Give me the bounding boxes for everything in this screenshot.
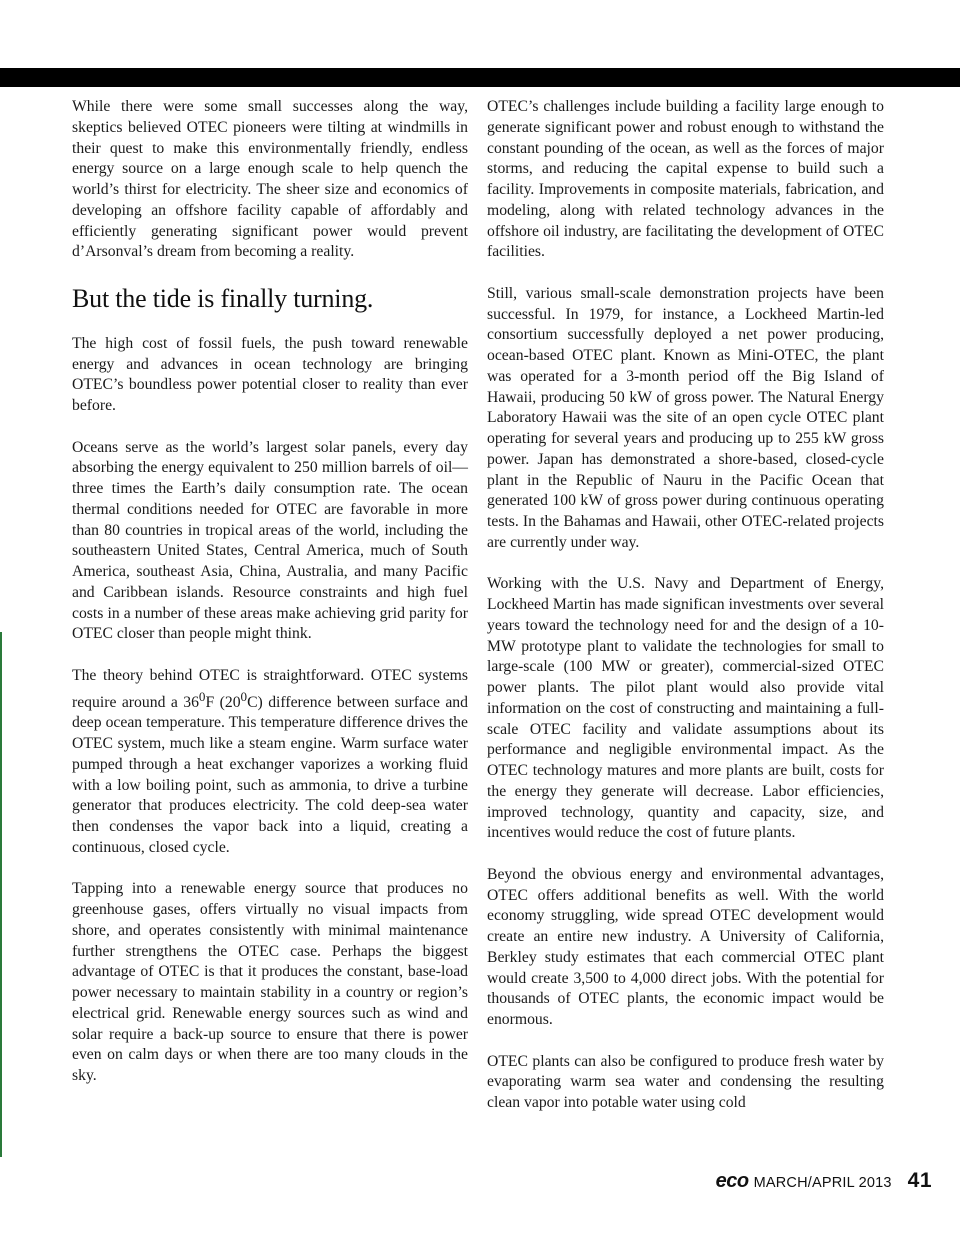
page-footer xyxy=(716,1169,932,1193)
paragraph: Beyond the obvious energy and environmental advantages, OTEC offers additional benefits as well. With the world economy struggling, wide spread OTEC development would create an entire new industry. A University of California, Berkley study estimates that each commercial OTEC plant would create 3,500 to 4,000 direct jobs. With the potential for thousands of OTEC plants, the economic impact would be enormous. xyxy=(487,865,884,1028)
text-run: F (20 xyxy=(205,693,241,711)
text-run: The theory behind OTEC is straightforward. OTEC systems require around a 36 xyxy=(72,666,468,711)
paragraph: Still, various small-scale demonstration projects have been successful. In 1979, for instance, a Lockheed Martin-led consortium successfully deployed a net power producing, ocean-based OTEC plant. Known as Mini-OTEC, the plant was operated for a 3-month period off the Big Island of Hawaii, producing 50 kW of gross power. The Natural Energy Laboratory Hawaii was the site of an open cycle OTEC plant operating for several years and producing up to 255 kW gross power. Japan has demonstrated a shore-based, closed-cycle plant in the Republic of Nauru in the Pacific Ocean that generated 100 kW of gross power during continuous operating tests. In the Bahamas and Hawaii, other OTEC-related projects are currently under way. xyxy=(487,284,884,551)
paragraph: While there were some small successes along the way, skeptics believed OTEC pioneers were tilting at windmills in their quest to make this environmentally friendly, endless energy source on a large enough scale to help quench the world’s thirst for electricity. The sheer size and economics of developing an offshore facility capable of affordably and efficiently generating significant power would prevent d’Arsonval’s dream from becoming a reality. xyxy=(72,98,468,261)
paragraph xyxy=(72,666,468,859)
degree-mark: 0 xyxy=(240,688,248,704)
margin-rule xyxy=(0,632,2,1157)
paragraph: OTEC’s challenges include building a facility large enough to generate significant power and robust enough to withstand the constant pounding of the ocean, as well as the forces of major storms, and reducing the capital expense to build such a facility. Improvements in composite materials, fabrication, and modeling, along with related technology advances in the offshore oil industry, are facilitating the development of OTEC facilities. xyxy=(487,98,884,261)
paragraph: The high cost of fossil fuels, the push toward renewable energy and advances in ocean technology are bringing OTEC’s boundless power potential closer to reality than ever before. xyxy=(72,334,468,414)
header-bar xyxy=(0,68,960,87)
paragraph: Working with the U.S. Navy and Department of Energy, Lockheed Martin has made significan investments over several years toward the technology need for and the design of a 10-MW prototype plant to validate the technologies for small to large-scale (100 MW or greater), commercial-sized OTEC power plants. The pilot plant would also provide vital information on the cost of constructing and maintaining a full-scale OTEC facility and validate assumptions about its performance and negligible environmental impact. As the OTEC technology matures and more plants are built, costs for the energy they generate will decrease. Labor efficiencies, improved technology, quantity and capacity, size, and incentives would reduce the cost of future plants. xyxy=(487,575,884,842)
paragraph: Oceans serve as the world’s largest solar panels, every day absorbing the energy equivalent to 250 million barrels of oil—three times the Earth’s daily consumption rate. The ocean thermal conditions needed for OTEC are favorable in more than 80 countries in tropical areas of the world, including the southeastern United States, Central America, much of South America, southeast Asia, China, Australia, and many Pacific and Caribbean islands. Resource constraints and high fuel costs in a number of these areas make achieving grid parity for OTEC closer than people might think. xyxy=(72,438,468,643)
right-column xyxy=(487,97,884,1135)
paragraph: Tapping into a renewable energy source that produces no greenhouse gases, offers virtually no visual impacts from shore, and operates consistently with minimal maintenance further strengthens the OTEC case. Perhaps the biggest advantage of OTEC is that it produces the constant, base-load power necessary to maintain stability in a country or region’s electrical grid. Renewable energy sources such as wind and solar require a back-up source to ensure that there is power even on calm days or when there are too many clouds in the sky. xyxy=(72,880,468,1085)
issue-date: MARCH/APRIL 2013 xyxy=(753,1175,892,1191)
section-heading: But the tide is finally turning. xyxy=(72,283,374,313)
paragraph: OTEC plants can also be configured to produce fresh water by evaporating warm sea water and condensing the resulting clean vapor into potable water using cold xyxy=(487,1052,884,1111)
degree-mark: 0 xyxy=(198,688,206,704)
text-run: C) difference between surface and deep ocean temperature. This temperature difference drives the OTEC system, much like a steam engine. Warm surface water pumped through a heat exchanger vaporizes a working fluid with a low boiling point, such as ammonia, to drive a turbine generator that produces electricity. The cold deep-sea water then condenses the vapor back into a liquid, creating a continuous, closed cycle. xyxy=(72,693,468,856)
left-column xyxy=(72,97,468,1108)
page-number: 41 xyxy=(907,1169,932,1192)
magazine-logo: eco xyxy=(715,1170,749,1192)
